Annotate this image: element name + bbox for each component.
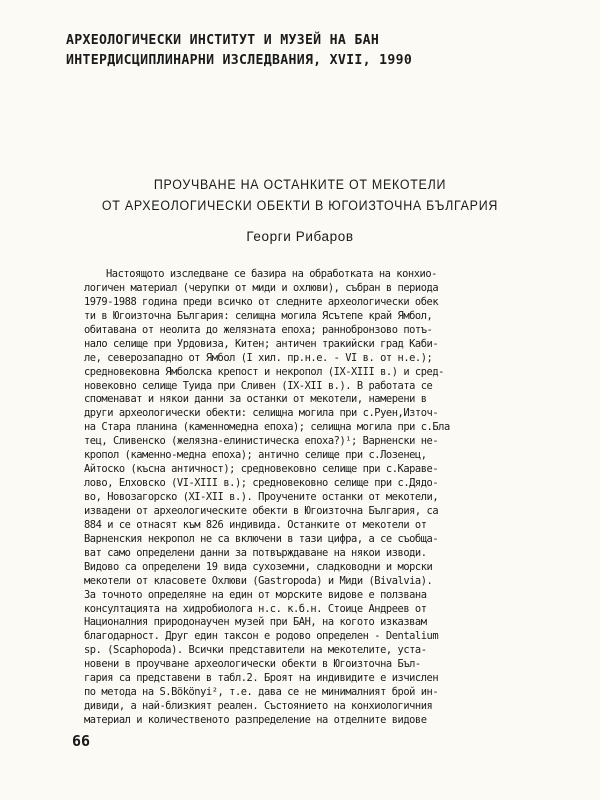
- body-line: Айтоско (късна античност); средновековно селище при с.Караве-: [84, 463, 439, 476]
- body-line: нало селище при Урдовиза, Китен; античен тракийски град Каби-: [84, 337, 439, 350]
- header-line-1: АРХЕОЛОГИЧЕСКИ ИНСТИТУТ И МУЗЕЙ НА БАН: [66, 33, 380, 48]
- body-line: 1979-1988 година преди всичко от следните археологически обек: [84, 295, 439, 308]
- body-line: други археологически обекти: селищна могила при с.Руен,Източ-: [84, 407, 439, 420]
- title-line-1: ПРОУЧВАНЕ НА ОСТАНКИТЕ ОТ МЕКОТЕЛИ: [153, 177, 447, 192]
- body-line: ват само определени данни за потвърждаване на някои изводи.: [84, 546, 427, 559]
- body-line: споменават и някои данни за останки от мекотели, намерени в: [84, 393, 427, 406]
- author-name: Георги Рибаров: [246, 229, 354, 244]
- body-line: логичен материал (черупки от миди и охлюви), събран в периода: [84, 281, 439, 294]
- body-line: обитавана от неолита до желязната епоха; раннобронзово потъ-: [84, 323, 433, 336]
- body-line: ле, северозападно от Ямбол (I хил. пр.н.е. - VI в. от н.е.);: [84, 351, 433, 364]
- body-line: благодарност. Друг един таксон е родово определен - Dentalium: [84, 630, 439, 643]
- body-line: средновековна Ямболска крепост и некропол (IX-XIII в.) и сред-: [84, 365, 444, 378]
- body-line: мекотели от класовете Охлюви (Gastropoda) и Миди (Bivalvia).: [84, 574, 433, 587]
- header-line-2: ИНТЕРДИСЦИПЛИНАРНИ ИЗСЛЕДВАНИЯ, XVII, 1990: [66, 53, 413, 68]
- body-line: гария са представени в табл.2. Броят на индивидите е изчислен: [84, 672, 439, 685]
- journal-header: [66, 31, 566, 71]
- body-line: ти в Югоизточна България: селищна могила Ясътепе край Ямбол,: [84, 309, 433, 322]
- body-line: Националния природонаучен музей при БАН, на когото изказвам: [84, 616, 427, 629]
- body-line: Видово са определени 19 вида сухоземни, сладководни и морски: [84, 560, 433, 573]
- body-line: во, Новозагорско (XI-XII в.). Проучените останки от мекотели,: [84, 491, 439, 503]
- body-line: на Стара планина (каменномедна епоха); селищна могила при с.Бла: [84, 421, 450, 434]
- body-line: дивиди, а най-близкият реален. Състоянието на конхиологичния: [84, 700, 433, 713]
- body-line: консултацията на хидробиолога н.с. к.б.н. Стоице Андреев от: [84, 602, 427, 615]
- article-title: [79, 174, 521, 216]
- body-line: За точното определяне на един от морските видове е ползвана: [84, 588, 427, 601]
- body-line: извадени от археологическите обекти в Югоизточна България, са: [84, 504, 439, 517]
- body-line: 884 и се отнасят към 826 индивида. Останките от мекотели от: [84, 518, 427, 531]
- title-line-2: ОТ АРХЕОЛОГИЧЕСКИ ОБЕКТИ В ЮГОИЗТОЧНА БЪЛГАРИЯ: [101, 198, 499, 213]
- body-line: новени в проучване археологически обекти в Югоизточна Бъл-: [84, 658, 421, 671]
- body-line: материал и количественото разпределение на отделните видове: [84, 714, 427, 726]
- body-line: Настоящото изследване се базира на обработката на конхио-: [106, 268, 437, 280]
- body-line: по метода на S.Bökönyi², т.е. дава се не минималният брой ин-: [84, 686, 439, 699]
- body-line: новековно селище Туида при Сливен (IX-XII в.). В работата се: [84, 379, 433, 392]
- body-line: кропол (каменно-медна епоха); антично селище при с.Лозенец,: [84, 449, 427, 462]
- body-line: лово, Елховско (VI-XIII в.); средновековно селище при с.Дядо-: [84, 477, 439, 490]
- body-line: Варненския некропол не са включени в тази цифра, а се съобща-: [84, 532, 439, 545]
- page-number: 66: [72, 732, 91, 750]
- body-line: sp. (Scaphopoda). Всички представители на мекотелите, уста-: [84, 644, 427, 657]
- body-text: [84, 268, 560, 728]
- body-line: тец, Сливенско (желязна-елинистическа епоха?)¹; Варненски не-: [84, 435, 439, 448]
